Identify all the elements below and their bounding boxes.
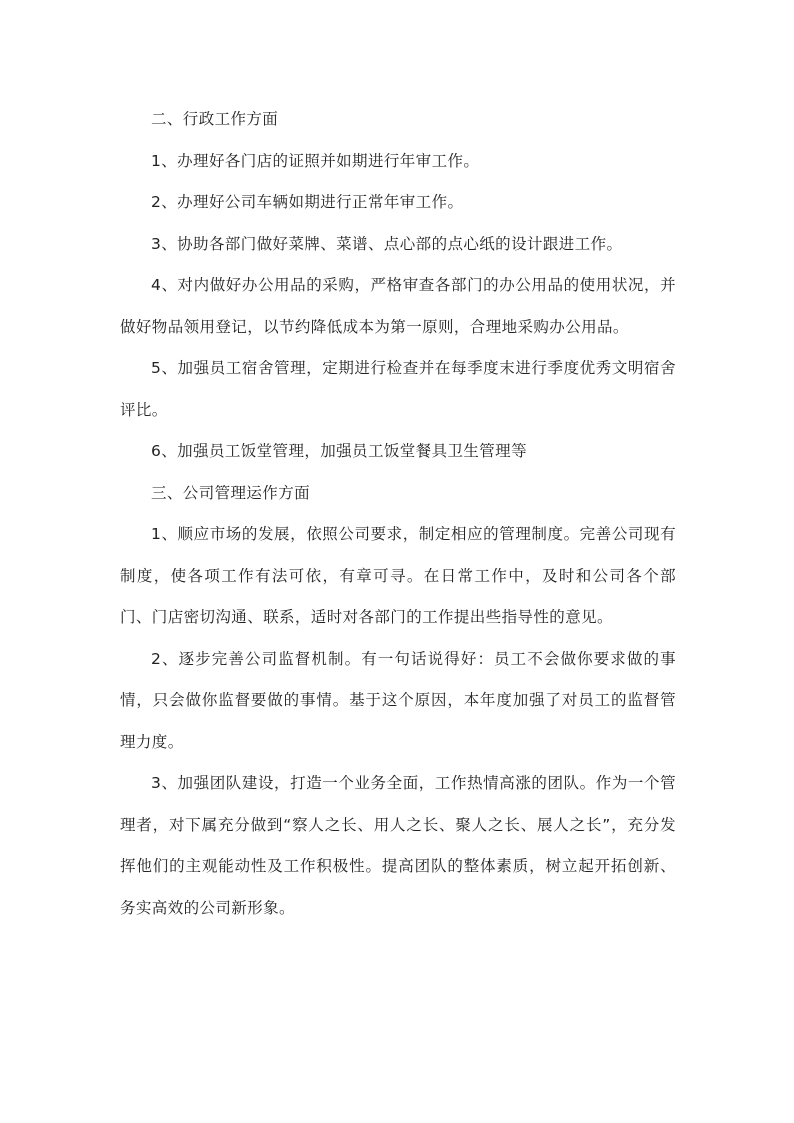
paragraph-item: 3、加强团队建设，打造一个业务全面，工作热情高涨的团队。作为一个管理者，对下属充分做到“察人之长、用人之长、聚人之长、展人之长”，充分发挥他们的主观能动性及工作积极性。提高团队的整体素质，树立起开拓创新、务实高效的公司新形象。 bbox=[120, 774, 676, 917]
paragraph-item: 6、加强员工饭堂管理，加强员工饭堂餐具卫生管理等 bbox=[151, 442, 527, 460]
paragraph-item: 5、加强员工宿舍管理，定期进行检查并在每季度末进行季度优秀文明宿舍评比。 bbox=[120, 359, 676, 419]
paragraph-item: 2、逐步完善公司监督机制。有一句话说得好：员工不会做你要求做的事情，只会做你监督要做的事情。基于这个原因，本年度加强了对员工的监督管理力度。 bbox=[120, 649, 676, 751]
paragraph-item: 4、对内做好办公用品的采购，严格审查各部门的办公用品的使用状况，并做好物品领用登记，以节约降低成本为第一原则，合理地采购办公用品。 bbox=[120, 276, 676, 336]
paragraph-item: 1、办理好各门店的证照并如期进行年审工作。 bbox=[151, 151, 480, 170]
paragraph-item: 1、顺应市场的发展，依照公司要求，制定相应的管理制度。完善公司现有制度，使各项工作有法可依，有章可寻。在日常工作中，及时和公司各个部门、门店密切沟通、联系，适时对各部门的工作提出些指导性的意见。 bbox=[120, 525, 676, 626]
paragraph-item: 3、协助各部门做好菜牌、菜谱、点心部的点心纸的设计跟进工作。 bbox=[151, 234, 623, 253]
section-heading-administration: 二、行政工作方面 bbox=[151, 110, 279, 128]
document-body bbox=[120, 99, 676, 929]
section-heading-management: 三、公司管理运作方面 bbox=[151, 483, 311, 502]
paragraph-item: 2、办理好公司车辆如期进行正常年审工作。 bbox=[151, 193, 464, 211]
